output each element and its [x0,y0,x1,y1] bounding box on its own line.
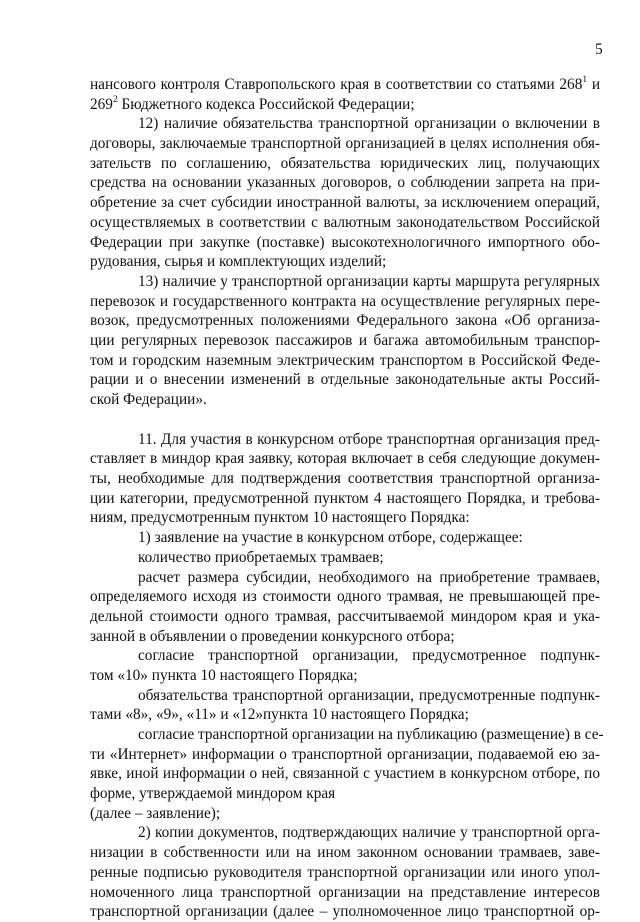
text-line: Федерации при закупке (поставке) высокотехнологичного импортного обо- [90,233,600,251]
text-line: обязательства транспортной организации, предусмотренные подпунк- [138,686,600,704]
text-line: явке, иной информации о ней, связанной с участием в конкурсном отборе, по [90,765,600,783]
text-line: тами «8», «9», «11» и «12»пункта 10 настоящего Порядка; [90,706,469,724]
text-line: занной в объявлении о проведении конкурсного отбора; [90,627,455,645]
paragraph-item-13 [90,272,600,410]
text-line: низации в собственности или на ином законном основании трамваев, заве- [90,844,600,862]
paragraph-obligations [90,686,600,725]
text-line: том «10» пункта 10 настоящего Порядка; [90,666,358,684]
text-line: ской Федерации». [90,391,207,408]
text-line: (далее – заявление); [90,804,221,822]
text-line: зательств по соглашению, обязательства юридических лиц, получающих [90,154,600,172]
text-line: номоченного лица транспортной организации на представление интересов [90,883,600,901]
text-line: форме, утверждаемой миндором края [90,785,336,803]
paragraph-quantity: количество приобретаемых трамваев; [138,548,384,566]
superscript: 2 [112,94,118,105]
text-line: 11. Для участия в конкурсном отборе транспортная организация пред- [138,430,600,448]
document-body [90,74,604,922]
text-line: 12) наличие обязательства транспортной организации о включении в [138,115,600,133]
text-line: средства на основании указанных договоров, о соблюдении запрета на при- [90,174,600,192]
paragraph-calculation [90,568,600,647]
superscript: 1 [582,74,588,85]
text-line: осуществляемых в соответствии с валютным законодательством Российской [90,213,600,231]
text-line: нансового контроля Ставропольского края в соответствии со статьями $268^1$ и [90,74,601,93]
text-line: ции категории, предусмотренной пунктом 4 настоящего Порядка, и требова- [90,489,600,507]
paragraph-section-11 [90,430,600,528]
text-line: согласие транспортной организации на публикацию (размещение) в се- [138,726,604,743]
text-line: возок, предусмотренных положениями Федерального закона «Об организа- [90,312,600,330]
text-line: дельной стоимости одного трамвая, рассчитываемой миндором края и ука- [90,607,600,625]
text-line: ти «Интернет» информации о транспортной организации, подаваемой ею за- [90,745,600,763]
text-line: 2) копии документов, подтверждающих наличие у транспортной орга- [138,824,600,842]
text-line: рудования, сырья и комплектующих изделий; [90,253,387,271]
page-number: 5 [595,41,603,58]
paragraph-consent-publication [90,725,604,823]
text-line: перевозок и государственного контракта на осуществление регулярных пере- [90,292,600,310]
text-line: ставляет в миндор края заявку, которая включает в себя следующие докумен- [90,450,600,468]
text-line: рации и о внесении изменений в отдельные законодательные акты Россий- [90,371,600,389]
text-line: договоры, заключаемые транспортной организацией в целях исполнения обя- [90,135,600,153]
text-line: 13) наличие у транспортной организации карты маршрута регулярных [138,272,600,290]
text-line: том и городским наземным электрическим транспортом в Российской Феде- [90,351,600,369]
text-line: транспортной организации (далее – уполномоченное лицо транспортной ор- [90,903,600,921]
text-line: обретение за счет субсидии иностранной валюты, за исключением операций, [90,194,600,212]
text-line: ты, необходимые для подтверждения соответствия транспортной организа- [90,470,600,488]
text-line: ренные подписью руководителя транспортной организации или иного упол- [90,863,600,881]
text-line: согласие транспортной организации, предусмотренное подпунк- [138,647,600,665]
text-line: ниям, предусмотренным пунктом 10 настоящего Порядка: [90,509,470,527]
text-line: ции регулярных перевозок пассажиров и багажа автомобильным транспор- [90,331,600,349]
paragraph-item-2 [90,823,600,921]
text-line: определяемого исходя из стоимости одного трамвая, не превышающей пре- [90,588,600,606]
text-line: расчет размера субсидии, необходимого на приобретение трамваев, [138,568,600,586]
paragraph-consent-10 [90,646,600,685]
text-line: $269^2$ Бюджетного кодекса Российской Федерации; [90,94,415,113]
paragraph-item-1: 1) заявление на участие в конкурсном отборе, содержащее: [138,529,523,547]
paragraph-item-12 [90,114,600,272]
